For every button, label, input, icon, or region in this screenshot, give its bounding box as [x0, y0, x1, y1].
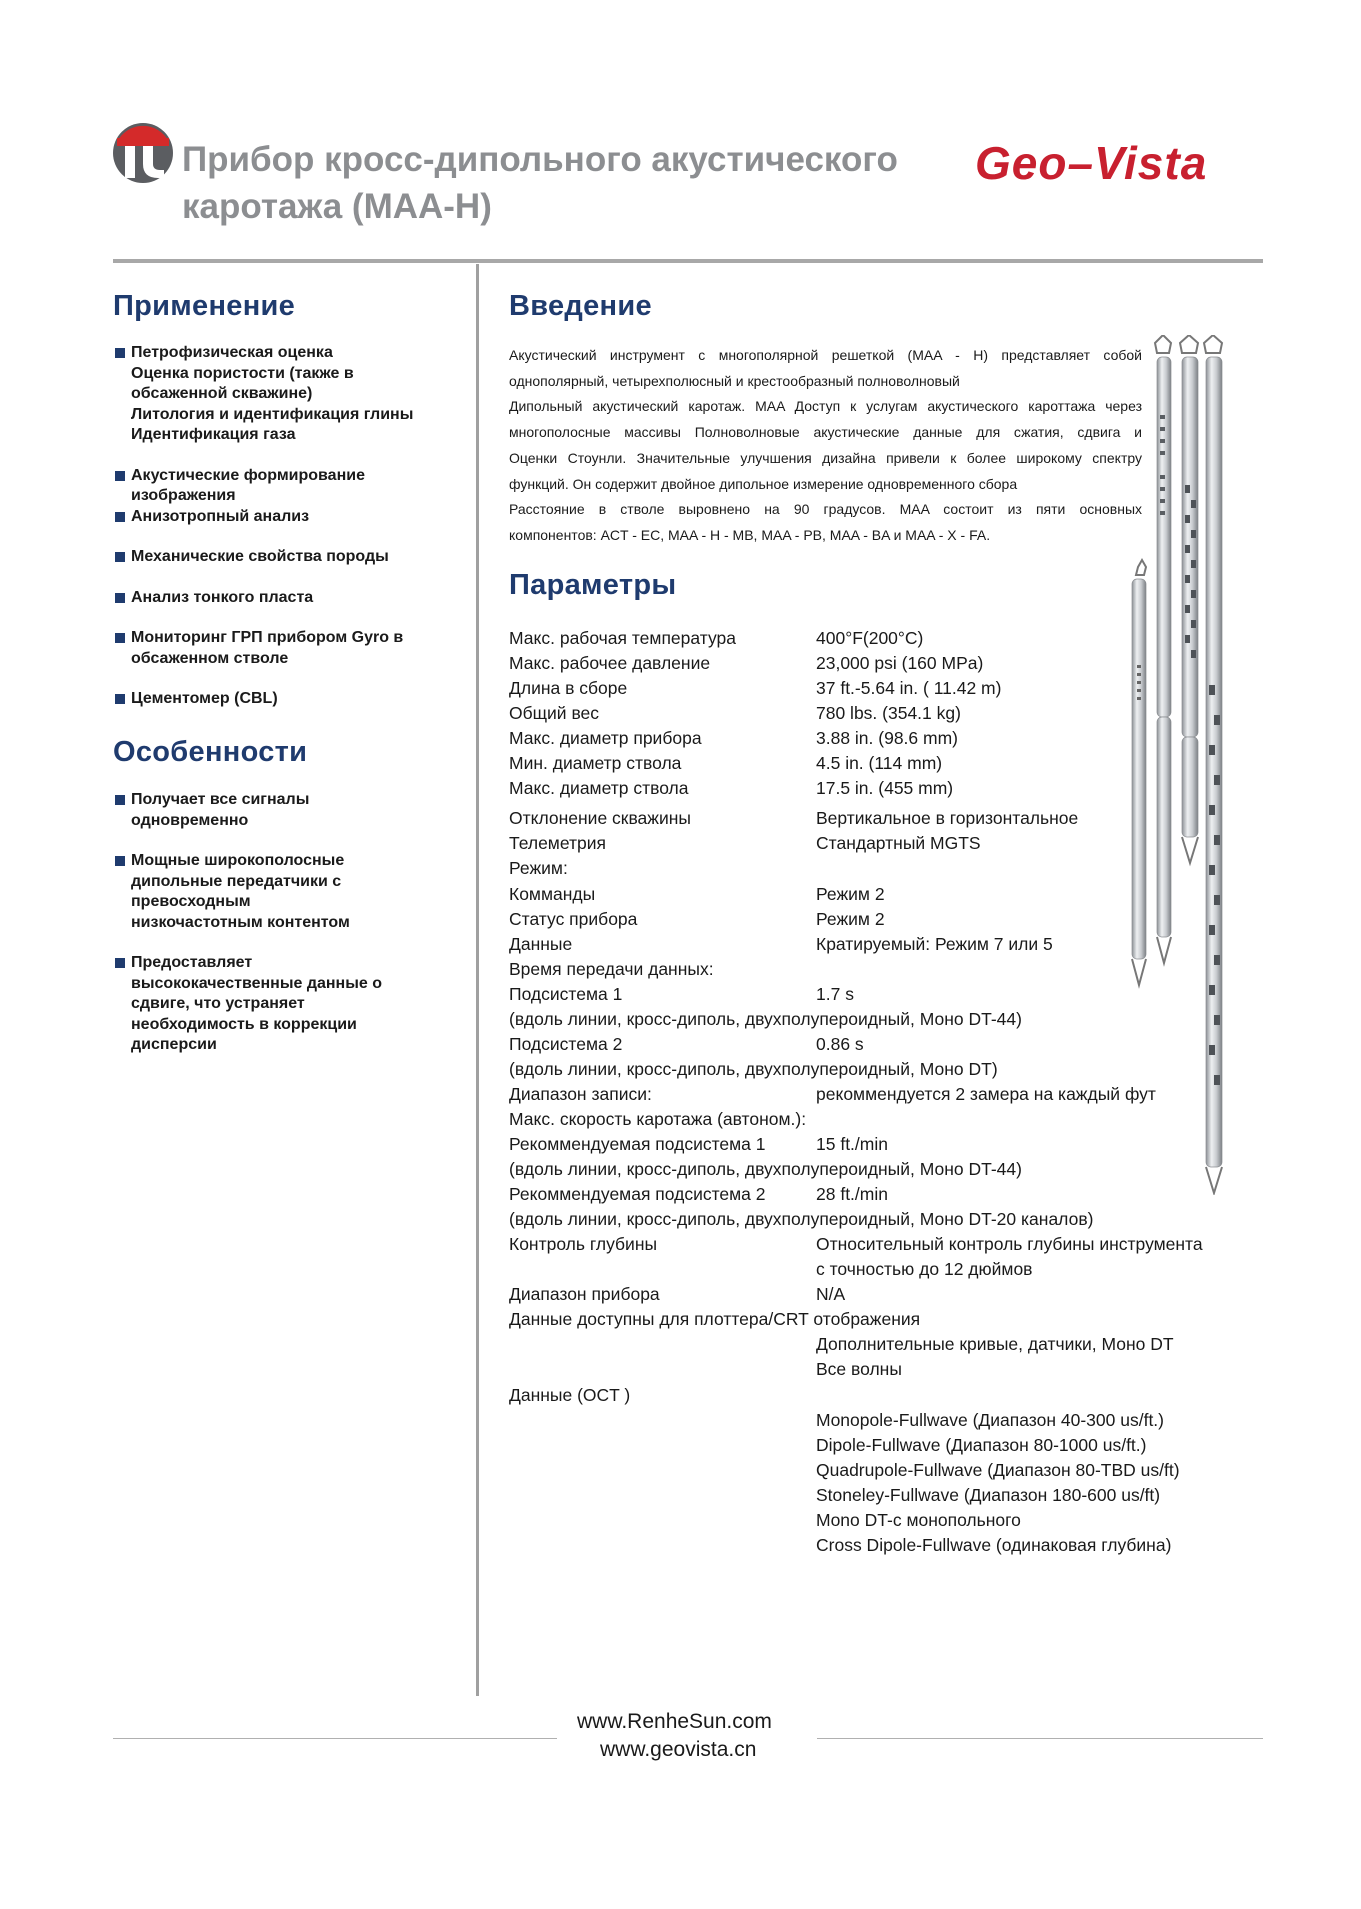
- parameter-label: Общий вес: [509, 703, 600, 724]
- introduction-paragraph: [509, 343, 1142, 549]
- parameter-label: Данные (OCT ): [509, 1384, 631, 1405]
- square-bullet-icon: [115, 552, 125, 562]
- list-item: [114, 466, 454, 507]
- parameter-value: 15 ft./min: [816, 1134, 888, 1154]
- list-item-line: Мониторинг ГРП прибором Gyro в: [131, 629, 404, 646]
- parameter-value: Dipole-Fullwave (Диапазон 80-1000 us/ft.): [816, 1434, 1147, 1455]
- parameter-label: (вдоль линии, кросс-диполь, двухполупероидный, Моно DT-44): [509, 1159, 1022, 1180]
- list-item-line: Предоставляет: [131, 954, 253, 971]
- parameter-label: (вдоль линии, кросс-диполь, двухполупероидный, Моно DT-20 каналов): [509, 1209, 1094, 1230]
- list-item-line: Анализ тонкого пласта: [131, 588, 314, 606]
- parameter-value: Режим 2: [816, 908, 885, 929]
- parameter-label: Время передачи данных:: [509, 958, 714, 979]
- applications-heading: Применение: [113, 290, 296, 322]
- paragraph-line: Оценки Стоунли. Значительные улучшения дизайна привели к более широкому спектру: [509, 449, 1142, 466]
- parameter-label: Макс. скорость каротажа (автоном.):: [509, 1108, 807, 1129]
- features-heading: Особенности: [113, 736, 308, 768]
- list-item: [114, 851, 454, 933]
- square-bullet-icon: [115, 694, 125, 704]
- parameter-value: 23,000 psi (160 MPa): [816, 653, 984, 674]
- parameter-label: Режим:: [509, 858, 568, 879]
- list-item-line: обсаженной скважине): [131, 385, 313, 402]
- list-item-line: изображения: [131, 487, 236, 504]
- square-bullet-icon: [115, 958, 125, 968]
- parameter-label: Диапазон записи:: [509, 1083, 652, 1104]
- paragraph-line: многополосные массивы Полноволновые акустические данные для сжатия, сдвига и: [509, 424, 1142, 441]
- parameter-value: 0.86 s: [816, 1033, 864, 1054]
- parameter-label: Макс. рабочая температура: [509, 628, 736, 648]
- square-bullet-icon: [115, 593, 125, 603]
- parameters-heading: Параметры: [509, 569, 677, 601]
- parameter-label: Диапазон прибора: [509, 1284, 660, 1305]
- list-item-line: дисперсии: [131, 1036, 217, 1053]
- list-item-line: Оценка пористости (также в: [131, 364, 354, 382]
- list-item-line: Петрофизическая оценка: [131, 344, 333, 361]
- square-bullet-icon: [115, 795, 125, 805]
- parameter-label: Контроль глубины: [509, 1234, 658, 1255]
- parameter-value: Относительный контроль глубины инструмента: [816, 1234, 1203, 1255]
- parameter-value: N/A: [816, 1284, 846, 1305]
- parameter-label: Макс. диаметр прибора: [509, 728, 702, 749]
- parameter-value: Стандартный MGTS: [816, 833, 981, 854]
- list-item-line: Литология и идентификация глины: [131, 405, 414, 423]
- parameter-value: Cross Dipole-Fullwave (одинаковая глубина): [816, 1534, 1172, 1555]
- list-item-line: Получает все сигналы: [131, 791, 310, 808]
- paragraph-line: Дипольный акустический каротаж. MAA Доступ к услугам акустического кароттажа через: [509, 398, 1142, 415]
- square-bullet-icon: [115, 856, 125, 866]
- list-item: [114, 790, 454, 831]
- parameter-value: Quadrupole-Fullwave (Диапазон 80-TBD us/ft): [816, 1459, 1180, 1480]
- parameter-label: Мин. диаметр ствола: [509, 753, 682, 774]
- list-item-line: Мощные широкополосные: [131, 852, 345, 869]
- paragraph-line: функций. Он содержит двойное дипольное измерение одновременного сбора: [509, 475, 1018, 492]
- parameter-label: Данные: [509, 933, 573, 954]
- paragraph-line: компонентов: ACT - EC, MAA - H - MB, MAA - PB, MAA - BA и MAA - X - FA.: [509, 526, 991, 543]
- parameter-value: Дополнительные кривые, датчики, Моно DT: [816, 1334, 1174, 1355]
- parameter-label: Подсистема 2: [509, 1033, 623, 1054]
- features-list: [114, 790, 454, 1076]
- list-item: [114, 507, 454, 528]
- parameter-value: 37 ft.-5.64 in. ( 11.42 m): [816, 678, 1002, 699]
- list-item-line: обсаженном стволе: [131, 649, 289, 667]
- footer-link[interactable]: www.geovista.cn: [600, 1738, 757, 1761]
- paragraph-line: Акустический инструмент с многополярной решеткой (MAA - H) представляет собой: [509, 347, 1142, 363]
- title-line: каротажа (MAA-H): [182, 187, 492, 226]
- parameter-value: Режим 2: [816, 883, 885, 904]
- company-logo-icon: [112, 122, 174, 184]
- square-bullet-icon: [115, 471, 125, 481]
- brand-logo-text: Geo–Vista: [975, 137, 1208, 189]
- footer-divider: [113, 1738, 557, 1739]
- parameter-label: Подсистема 1: [509, 983, 623, 1004]
- parameter-value: 3.88 in. (98.6 mm): [816, 728, 958, 749]
- applications-list: [114, 343, 454, 730]
- parameter-value: 400°F(200°C): [816, 628, 924, 648]
- list-item-line: Идентификация газа: [131, 426, 296, 443]
- parameter-value: Вертикальное в горизонтальное: [816, 808, 1079, 829]
- parameter-label: Длина в сборе: [509, 678, 628, 699]
- title-line: Прибор кросс-дипольного акустического: [182, 140, 898, 179]
- list-item-line: Акустические формирование: [131, 466, 365, 484]
- paragraph-line: однополярный, четырехполюсный и крестообразный полноволновый: [509, 372, 960, 389]
- parameter-value: 1.7 s: [816, 983, 854, 1004]
- square-bullet-icon: [115, 633, 125, 643]
- list-item-line: необходимость в коррекции: [131, 1015, 357, 1033]
- square-bullet-icon: [115, 512, 125, 522]
- parameter-label: Макс. диаметр ствола: [509, 778, 689, 799]
- list-item: [114, 628, 454, 669]
- header-divider: [113, 259, 1263, 263]
- parameter-value: Mono DT-с монопольного: [816, 1509, 1021, 1530]
- footer-divider: [817, 1738, 1263, 1739]
- list-item-line: сдвиге, что устраняет: [131, 995, 305, 1012]
- list-item: [114, 547, 454, 568]
- parameter-label: Отклонение скважины: [509, 808, 692, 829]
- parameter-label: Статус прибора: [509, 908, 638, 929]
- parameter-label: Рекоммендуемая подсистема 2: [509, 1184, 766, 1205]
- parameter-value: Monopole-Fullwave (Диапазон 40-300 us/ft.): [816, 1409, 1165, 1430]
- list-item-line: превосходным: [131, 893, 251, 910]
- list-item: [114, 588, 454, 609]
- parameter-value: 28 ft./min: [816, 1184, 888, 1205]
- parameter-value: 780 lbs. (354.1 kg): [816, 703, 961, 724]
- parameter-label: Рекоммендуемая подсистема 1: [509, 1134, 766, 1154]
- parameter-value: 17.5 in. (455 mm): [816, 778, 954, 799]
- list-item-line: одновременно: [131, 811, 249, 829]
- parameter-value: 4.5 in. (114 mm): [816, 753, 943, 774]
- list-item-line: Анизотропный анализ: [131, 507, 310, 525]
- paragraph-line: Расстояние в стволе выровнено на 90 градусов. MAA состоит из пяти основных: [509, 501, 1142, 518]
- parameter-value: рекоммендуется 2 замера на каждый фут: [816, 1083, 1156, 1104]
- parameter-label: Макс. рабочее давление: [509, 653, 711, 674]
- list-item: [114, 953, 454, 1056]
- parameter-value: с точностью до 12 дюймов: [816, 1259, 1033, 1280]
- footer-link[interactable]: www.RenheSun.com: [577, 1710, 772, 1733]
- parameter-value: Кратируемый: Режим 7 или 5: [816, 933, 1053, 954]
- parameter-label: (вдоль линии, кросс-диполь, двухполупероидный, Моно DT-44): [509, 1008, 1022, 1029]
- column-divider: [476, 264, 479, 1696]
- list-item-line: Механические свойства породы: [131, 548, 389, 565]
- parameter-label: Данные доступны для плоттера/CRT отображения: [509, 1309, 921, 1330]
- parameter-label: (вдоль линии, кросс-диполь, двухполупероидный, Моно DT): [509, 1058, 998, 1079]
- list-item: [114, 343, 454, 446]
- introduction-heading: Введение: [509, 290, 652, 322]
- list-item-line: высококачественные данные о: [131, 974, 382, 992]
- list-item-line: дипольные передатчики с: [131, 872, 342, 890]
- list-item-line: Цементомер (CBL): [131, 690, 278, 707]
- parameter-value: Все волны: [816, 1359, 902, 1380]
- parameter-label: Телеметрия: [509, 833, 606, 854]
- list-item-line: низкочастотным контентом: [131, 913, 350, 931]
- logging-tool-image: [1122, 335, 1277, 1195]
- parameter-value: Stoneley-Fullwave (Диапазон 180-600 us/ft): [816, 1484, 1161, 1505]
- square-bullet-icon: [115, 348, 125, 358]
- parameter-label: Комманды: [509, 883, 596, 904]
- page-title: [182, 136, 898, 230]
- list-item: [114, 689, 454, 710]
